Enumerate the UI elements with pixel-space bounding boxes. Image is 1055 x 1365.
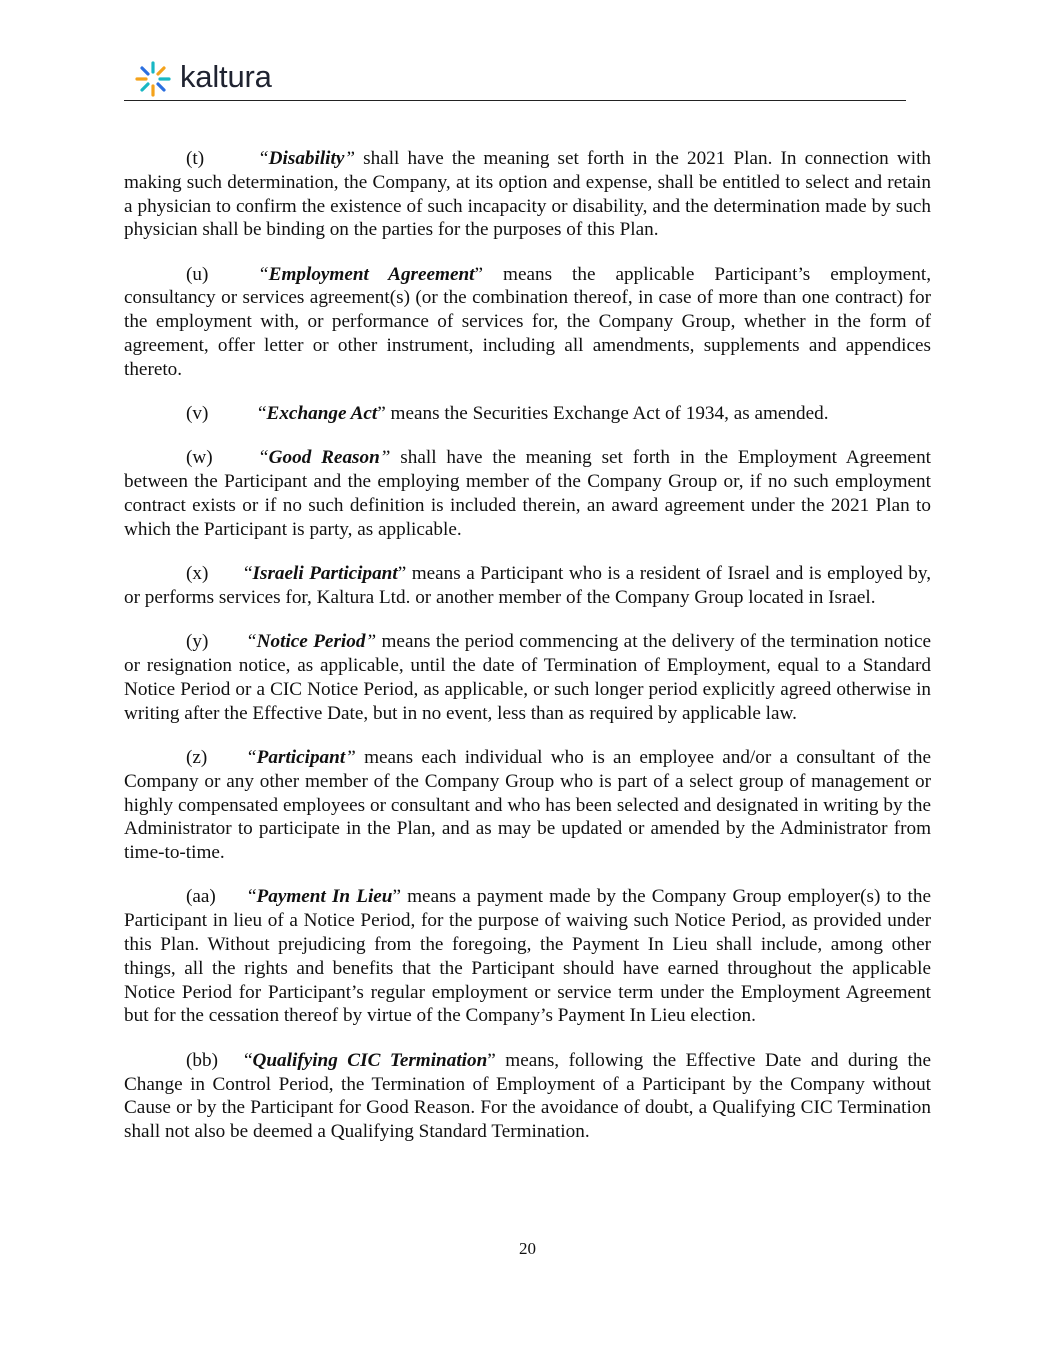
page-number: 20 [519,1239,536,1258]
definition-label: (z) [186,746,208,768]
definitions-body [124,147,931,1164]
definition-label: (bb) [186,1049,218,1071]
definition-paragraph: (y) “Notice Period” means the period commencing at the delivery of the termination notice or resignation notice, as applicable, until the date of Termination of Employment, equal to a Standard Notice Period or a CIC Notice Period, as applicable, or such longer period explicitly agreed otherwise in writing after the Effective Date, but in no event, less than as required by applicable law. [124,631,931,724]
definition-label: (v) [186,403,209,425]
definition-label: (w) [186,447,213,469]
defined-term: Exchange Act [266,403,378,425]
kaltura-logo [134,60,272,98]
page-header [124,60,906,102]
definition-text: means, following the Effective Date and during the Change in Control Period, the Termination of Employment of a Participant by the Company without Cause or by the Participant for Good Reason. For the avoidance of doubt, a Qualifying CIC Termination shall not also be deemed a Qualifying Standard Termination. [124,1049,931,1143]
definition-paragraph: (x) “Israeli Participant” means a Participant who is a resident of Israel and is employed by, or performs services for, Kaltura Ltd. or another member of the Company Group located in Israel. [124,563,931,608]
defined-term: Qualifying CIC Termination [252,1049,488,1071]
definition-text: means each individual who is an employee and/or a consultant of the Company or any other member of the Company Group who is part of a select group of management or highly compensated employees or consultant and who has been selected and designated in writing by the Administrator to participate in the Plan, and as may be updated or amended by the Administrator from time-to-time. [124,746,931,864]
definition-label: (aa) [186,886,216,908]
definition-paragraph: (t) “Disability” shall have the meaning set forth in the 2021 Plan. In connection with making such determination, the Company, at its option and expense, shall be entitled to select and retain a physician to confirm the existence of such incapacity or disability, and the determination made by such physician shall be binding on the parties for the purposes of this Plan. [124,148,931,241]
defined-term: Notice Period [256,631,366,653]
definition-paragraph: (u) “Employment Agreement” means the applicable Participant’s employment, consultancy or services agreement(s) (or the combination thereof, in case of more than one contract) for the employment with, or performance of services for, the Company Group, whether in the form of agreement, offer letter or other instrument, including all amendments, supplements and appendices thereto. [124,263,931,380]
definition-paragraph: (v) “Exchange Act” means the Securities Exchange Act of 1934, as amended. [186,403,829,425]
definition-paragraph: (w) “Good Reason” shall have the meaning set forth in the Employment Agreement between the Participant and the employing member of the Company Group or, if no such employment contract exists or if no such definition is included therein, an award agreement under the 2021 Plan to which the Participant is party, as applicable. [124,447,931,540]
definition-paragraph: (aa) “Payment In Lieu” means a payment made by the Company Group employer(s) to the Participant in lieu of a Notice Period, for the purpose of waiving such Notice Period, as provided under this Plan. Without prejudicing from the foregoing, the Payment In Lieu shall include, among other things, all the rights and benefits that the Participant should have earned throughout the applicable Notice Period for Participant’s regular employment or service term under the Employment Agreement but for the cessation thereof by virtue of the Company’s Payment In Lieu election. [124,886,932,1027]
logo-wordmark: kaltura [180,59,272,94]
definition-label: (y) [186,631,209,653]
defined-term: Good Reason [268,447,380,469]
definition-label: (t) [186,148,205,169]
definition-text: means the period commencing at the delivery of the termination notice or resignation notice, as applicable, until the date of Termination of Employment, equal to a Standard Notice Period or a CIC Notice Period, as applicable, or such longer period explicitly agreed otherwise in writing after the Effective Date, but in no event, less than as required by applicable law. [124,631,931,724]
definition-paragraph: (bb) “Qualifying CIC Termination” means, following the Effective Date and during the Change in Control Period, the Termination of Employment of a Participant by the Company without Cause or by the Participant for Good Reason. For the avoidance of doubt, a Qualifying CIC Termination shall not also be deemed a Qualifying Standard Termination. [124,1049,931,1143]
definition-text: shall have the meaning set forth in the Employment Agreement between the Participant and the employing member of the Company Group or, if no such employment contract exists or if no such definition is included therein, an award agreement under the 2021 Plan to which the Participant is party, as applicable. [124,447,931,540]
definition-text: shall have the meaning set forth in the 2021 Plan. In connection with making such determination, the Company, at its option and expense, shall be entitled to select and retain a physician to confirm the existence of such incapacity or disability, and the determination made by such physician shall be binding on the parties for the purposes of this Plan. [124,148,931,241]
definition-label: (u) [186,263,209,285]
defined-term: Disability [268,148,345,169]
header-rule [124,100,906,101]
defined-term: Employment Agreement [268,263,475,285]
definition-text: means a payment made by the Company Group employer(s) to the Participant in lieu of a Notice Period, for the purpose of waiving such Notice Period, as provided under this Plan. Without prejudicing from the foregoing, the Payment In Lieu shall include, among other things, all the rights and benefits that the Participant should have earned throughout the applicable Notice Period for Participant’s regular employment or service term under the Employment Agreement but for the cessation thereof by virtue of the Company’s Payment In Lieu election. [124,886,932,1027]
kaltura-sunburst-logo-icon [134,60,172,98]
defined-term: Israeli Participant [252,563,398,585]
definition-text: means a Participant who is a resident of Israel and is employed by, or performs services for, Kaltura Ltd. or another member of the Company Group located in Israel. [124,563,931,608]
definition-label: (x) [186,563,209,585]
defined-term: Payment In Lieu [256,886,393,908]
definition-text: means the applicable Participant’s employment, consultancy or services agreement(s) (or the combination thereof, in case of more than one contract) for the employment with, or performance of services for, the Company Group, whether in the form of agreement, offer letter or other instrument, including all amendments, supplements and appendices thereto. [124,263,931,380]
defined-term: Participant [256,746,346,768]
definition-text: means the Securities Exchange Act of 1934, as amended. [385,403,829,425]
definition-paragraph: (z) “Participant” means each individual who is an employee and/or a consultant of the Company or any other member of the Company Group who is part of a select group of management or highly compensated employees or consultant and who has been selected and designated in writing by the Administrator to participate in the Plan, and as may be updated or amended by the Administrator from time-to-time. [124,746,931,864]
